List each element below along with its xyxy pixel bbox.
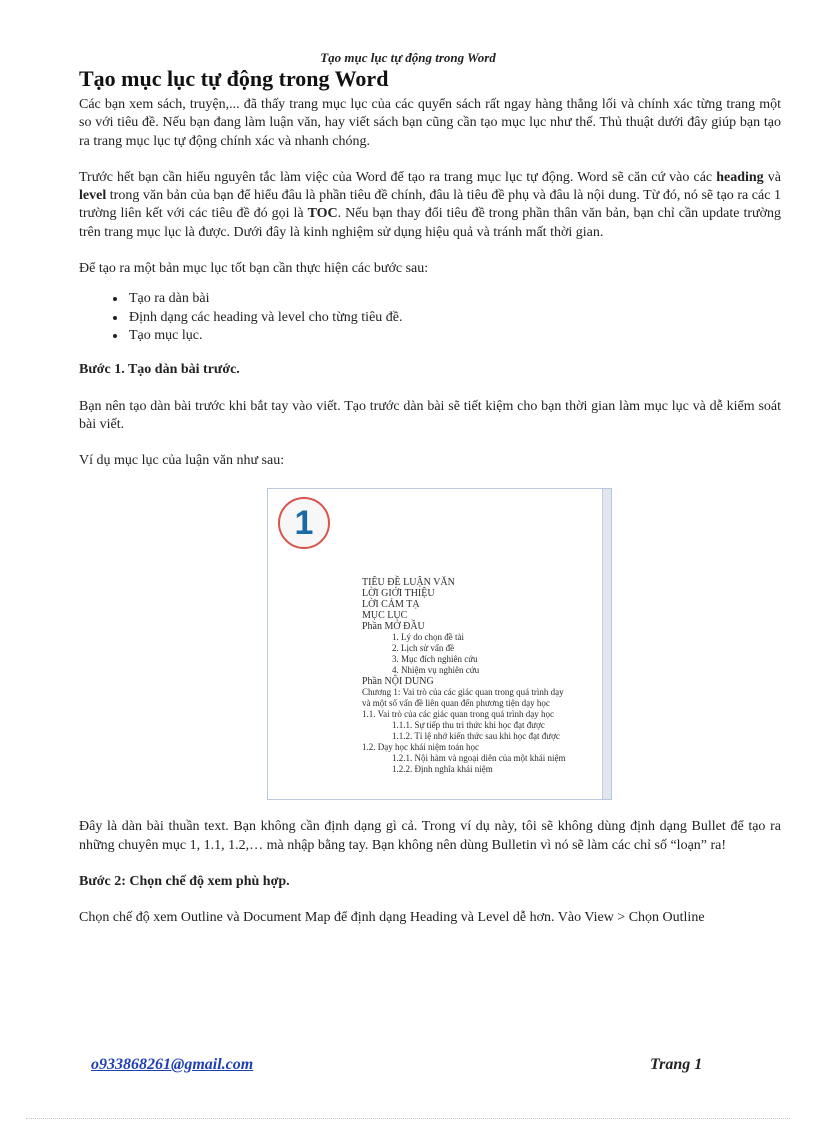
- toc-line: 1.2. Dạy học khái niệm toán học: [362, 742, 479, 753]
- page-bottom-divider: [26, 1118, 790, 1119]
- step-1-heading: Bước 1. Tạo dàn bài trước.: [79, 362, 240, 378]
- toc-line: 1.2.1. Nội hàm và ngoại diên của một khái niệm: [392, 753, 566, 764]
- toc-example-image: [267, 488, 612, 800]
- list-item: • Định dạng các heading và level cho từng tiêu đề.: [127, 309, 781, 327]
- level-term: level: [79, 188, 107, 204]
- toc-line: 1.2.2. Định nghĩa khái niệm: [392, 764, 493, 775]
- steps-list: [79, 290, 781, 345]
- toc-outline: [362, 577, 565, 775]
- toc-line: 1.1. Vai trò của các giác quan trong quá trình dạy học: [362, 709, 555, 720]
- toc-line: 4. Nhiệm vụ nghiên cứu: [392, 665, 480, 676]
- steps-intro-paragraph: Để tạo ra một bản mục lục tốt bạn cần thực hiện các bước sau:: [79, 261, 429, 277]
- toc-line: Phần MỞ ĐẦU: [362, 621, 425, 633]
- toc-line: LỜI GIỚI THIỆU: [362, 588, 435, 600]
- list-item: • Tạo ra dàn bài: [127, 290, 781, 308]
- intro-paragraph: Các bạn xem sách, truyện,... đã thấy trang mục lục của các quyển sách rất ngay hàng thẳng lối và chính xác từng trang một so với tiêu đề. Nếu bạn đang làm luận văn, hay viết sách bạn cũng cần tạo mục lục như thế. Thủ thuật dưới đây giúp bạn tạo ra trang mục lục tự động chính xác và nhanh chóng.: [79, 97, 781, 149]
- example-intro-paragraph: Ví dụ mục lục của luận văn như sau:: [79, 453, 285, 469]
- toc-term: TOC: [307, 206, 338, 222]
- running-header: Tạo mục lục tự động trong Word: [320, 50, 496, 65]
- step-2-heading: Bước 2: Chọn chế độ xem phù hợp.: [79, 874, 290, 890]
- footer-page-number: Trang 1: [650, 1056, 703, 1073]
- plain-text-paragraph: Đây là dàn bài thuần text. Bạn không cần định dạng gì cả. Trong ví dụ này, tôi sẽ không dùng định dạng Bullet để tạo ra những chuyên mục 1, 1.1, 1.2,… mà nhập bằng tay. Bạn không nên dùng Bulletin vì nó sẽ làm các chỉ số “loạn” ra!: [79, 819, 781, 853]
- outline-paragraph: Bạn nên tạo dàn bài trước khi bắt tay vào viết. Tạo trước dàn bài sẽ tiết kiệm cho bạn thời gian làm mục lục và dễ kiểm soát bài viết.: [79, 398, 781, 432]
- toc-line: Chương 1: Vai trò của các giác quan trong quá trình dạy: [362, 687, 564, 698]
- toc-line: 1.1.1. Sự tiếp thu tri thức khi học đạt được: [392, 720, 545, 731]
- principle-text-d: . Nếu bạn thay đổi tiêu đề trong phần thân văn bản, bạn chỉ cần update trường trên trang mục lục là được. Dưới đây là kinh nghiệm sử dụng hiệu quả và tránh mất thời gian.: [79, 206, 781, 240]
- principle-text-b: và: [763, 169, 781, 185]
- document-body: [79, 96, 781, 946]
- toc-line: 1. Lý do chọn đề tài: [392, 632, 464, 643]
- image-scrollbar: [602, 489, 611, 799]
- view-mode-paragraph: Chọn chế độ xem Outline và Document Map để định dạng Heading và Level dễ hơn. Vào View > Chọn Outline: [79, 910, 705, 926]
- toc-line: 1.1.2. Tỉ lệ nhớ kiến thức sau khi học đạt được: [392, 731, 560, 742]
- principle-text-c: trong văn bản của bạn để hiểu đâu là phần tiêu đề chính, đâu là tiêu đề phụ và đâu là nội dung. Từ đó, nó sẽ tạo ra các 1 trường liên kết với các tiêu đề đó gọi là: [79, 188, 781, 222]
- list-item: • Tạo mục lục.: [127, 327, 781, 345]
- toc-line: LỜI CẢM TẠ: [362, 599, 420, 611]
- step-badge-number: 1: [294, 504, 314, 543]
- heading-term: heading: [716, 169, 764, 185]
- toc-line: TIÊU ĐỀ LUẬN VĂN: [362, 577, 455, 589]
- toc-line: 2. Lịch sử vấn đề: [392, 643, 455, 654]
- principle-paragraph: [79, 169, 781, 242]
- toc-line: Phần NỘI DUNG: [362, 676, 434, 688]
- principle-text-a: Trước hết bạn cần hiểu nguyên tắc làm việc của Word để tạo ra trang mục lục tự động. Word sẽ căn cứ vào các: [79, 169, 717, 185]
- toc-line: MỤC LỤC: [362, 610, 408, 622]
- document-title: Tạo mục lục tự động trong Word: [79, 66, 389, 91]
- footer-email-link[interactable]: o933868261@gmail.com: [91, 1056, 254, 1073]
- toc-line: 3. Mục đích nghiên cứu: [392, 654, 478, 665]
- toc-line: và một số vấn đề liên quan đến phương tiện dạy học: [362, 698, 550, 709]
